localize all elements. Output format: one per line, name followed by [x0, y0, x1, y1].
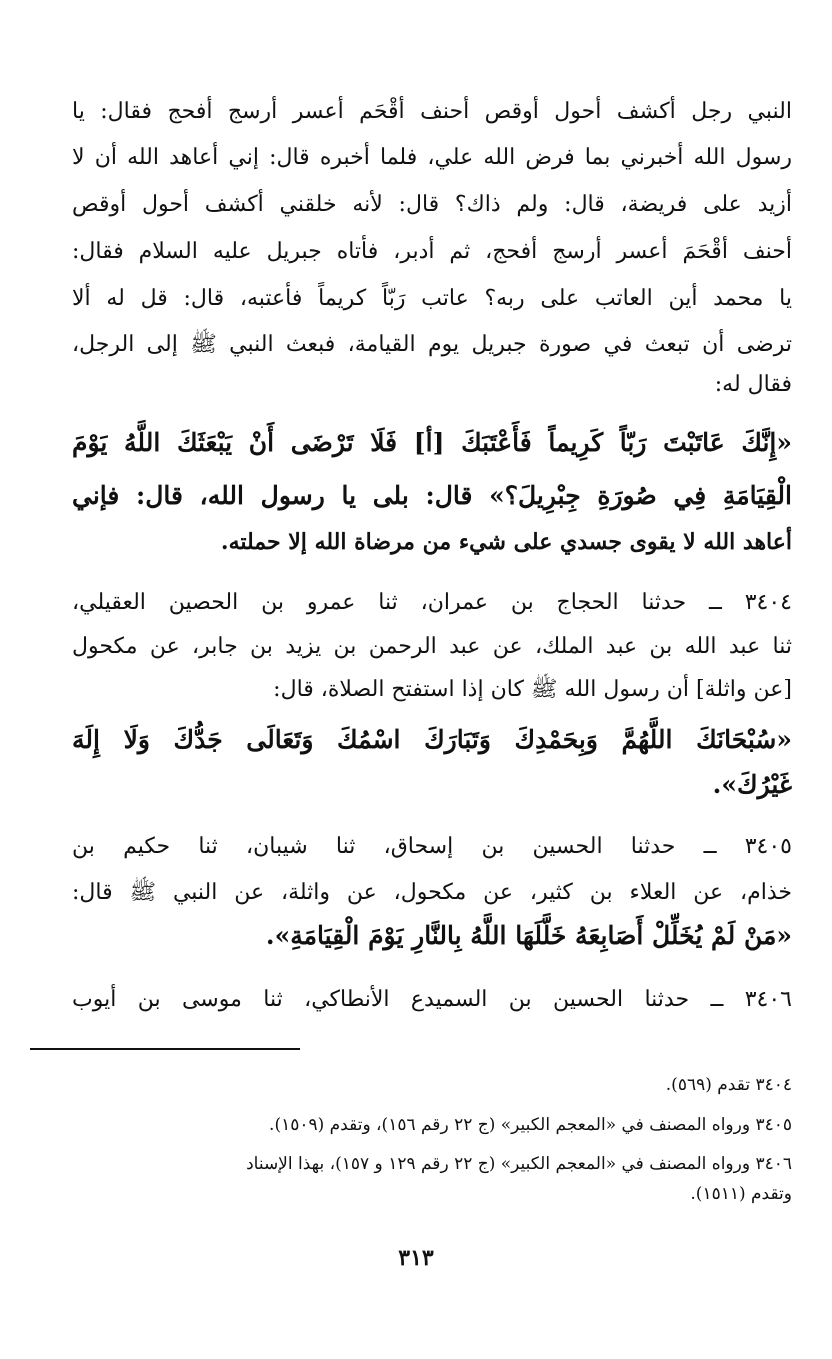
text-line: أعاهد الله لا يقوى جسدي على شيء من مرضاة الله إلا حملته. — [220, 529, 792, 555]
hadith-quote-line: «سُبْحَانَكَ اللَّهُمَّ وَبِحَمْدِكَ وَتَبَارَكَ اسْمُكَ وَتَعَالَى جَدُّكَ وَلَا إِلَهَ — [72, 725, 792, 754]
text-line: رسول الله أخبرني بما فرض الله علي، فلما أخبره قال: إني أعاهد الله أن لا — [72, 145, 792, 170]
text-line: ترضى أن تبعث في صورة جبريل يوم القيامة، فبعث النبي ﷺ إلى الرجل، — [72, 332, 792, 357]
page-number: ٣١٣ — [398, 1245, 434, 1271]
hadith-quote-line: غَيْرُكَ». — [712, 770, 792, 799]
hadith-3406-line: ٣٤٠٦ ــ حدثنا الحسين بن السميدع الأنطاكي، ثنا موسى بن أيوب — [72, 987, 792, 1012]
footnote: ٣٤٠٤ تقدم (٥٦٩). — [665, 1075, 792, 1095]
hadith-quote-line: الْقِيَامَةِ فِي صُورَةِ جِبْرِيلَ؟» قال: بلى يا رسول الله، قال: فإني — [72, 481, 792, 510]
text-line: أحنف أقْحَمَ أعسر أرسج أفحج، ثم أدبر، فأتاه جبريل عليه السلام فقال: — [72, 239, 792, 264]
text-line: فقال له: — [714, 372, 792, 397]
footnote: وتقدم (١٥١١). — [690, 1184, 792, 1204]
hadith-3405-line: ٣٤٠٥ ــ حدثنا الحسين بن إسحاق، ثنا شيبان، ثنا حكيم بن — [72, 834, 792, 859]
text-line: [عن واثلة] أن رسول الله ﷺ كان إذا استفتح الصلاة، قال: — [273, 677, 792, 702]
hadith-3404-line: ٣٤٠٤ ــ حدثنا الحجاج بن عمران، ثنا عمرو بن الحصين العقيلي، — [72, 590, 792, 615]
text-line: خذام، عن العلاء بن كثير، عن مكحول، عن واثلة، عن النبي ﷺ قال: — [72, 880, 792, 905]
footnote-divider — [30, 1048, 300, 1050]
text-line: ثنا عبد الله بن عبد الملك، عن عبد الرحمن بن يزيد بن جابر، عن مكحول — [72, 634, 792, 659]
hadith-quote-line: «إِنَّكَ عَاتَبْتَ رَبّاً كَرِيماً فَأَعْتَبَكَ [أ] فَلَا تَرْضَى أَنْ يَبْعَثَكَ اللَّهُ يَوْمَ — [72, 428, 792, 457]
footnote: ٣٤٠٥ ورواه المصنف في «المعجم الكبير» (ج ٢٢ رقم ١٥٦)، وتقدم (١٥٠٩). — [269, 1115, 792, 1135]
text-line: يا محمد أين العاتب على ربه؟ عاتب رَبّاً كريماً فأعتبه، قال: قل له ألا — [72, 286, 792, 311]
text-line: النبي رجل أكشف أحول أوقص أحنف أقْحَم أعسر أرسج أفحج فقال: يا — [72, 99, 792, 124]
footnote: ٣٤٠٦ ورواه المصنف في «المعجم الكبير» (ج ٢٢ رقم ١٢٩ و ١٥٧)، بهذا الإسناد — [246, 1154, 792, 1174]
text-line: أزيد على فريضة، قال: ولم ذاك؟ قال: لأنه خلقني أكشف أحول أوقص — [72, 192, 792, 217]
hadith-quote-line: «مَنْ لَمْ يُخَلِّلْ أَصَابِعَهُ خَلَّلَهَا اللَّهُ بِالنَّارِ يَوْمَ الْقِيَامَةِ». — [265, 921, 792, 950]
